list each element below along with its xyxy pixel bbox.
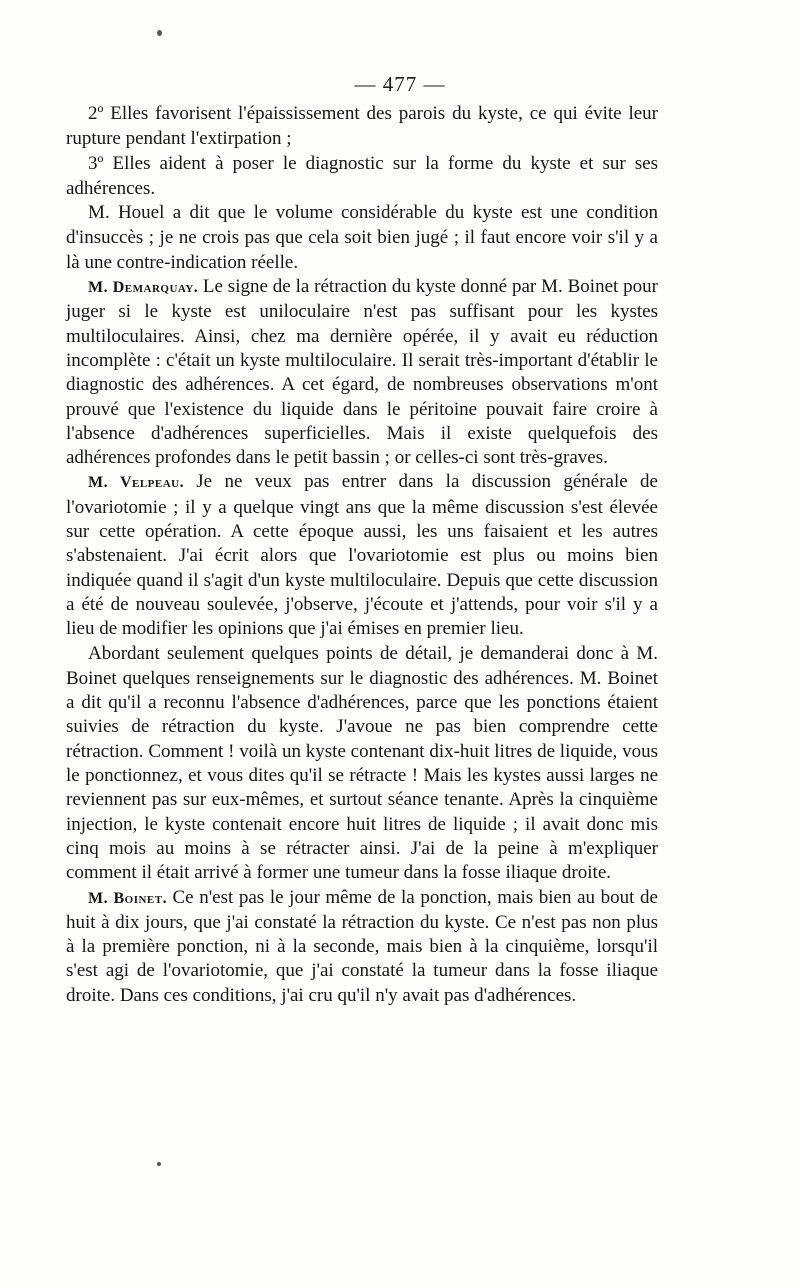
paragraph-text: 3º Elles aident à poser le diagnostic sur la forme du kyste et sur ses adhérences. xyxy=(66,152,658,199)
ink-speck xyxy=(157,30,162,36)
paragraph-text: M. Houel a dit que le volume considérable du kyste est une condition d'insuccès ; je ne crois pas que cela soit bien jugé ; il faut encore voir s'il y a là une contre-indication réelle. xyxy=(66,202,658,273)
paragraph xyxy=(66,642,658,886)
paragraph-speaker: M. Boinet. xyxy=(88,889,173,907)
paragraph-text: Abordant seulement quelques points de détail, je demanderai donc à M. Boinet quelques renseignements sur le diagnostic des adhérences. M. Boinet a dit qu'il a reconnu l'absence d'adhérences, parce que les ponctions étaient suivies de rétraction du kyste. J'avoue ne pas bien comprendre cette rétraction. Comment ! voilà un kyste contenant dix-huit litres de liquide, vous le ponctionnez, et vous dites qu'il se rétracte ! Mais les kystes aussi larges ne reviennent pas sur eux-mêmes, et surtout séance tenante. Après la cinquième injection, le kyste contenait encore huit litres de liquide ; il avait donc mis cinq mois au moins à se rétracter ainsi. J'ai de la peine à m'expliquer comment il était arrivé à former une tumeur dans la fosse iliaque droite. xyxy=(66,642,658,884)
body-text xyxy=(66,102,658,1008)
paragraph-text: Le signe de la rétraction du kyste donné par M. Boinet pour juger si le kyste est uniloculaire n'est pas suffisant pour les kystes multiloculaires. Ainsi, chez ma dernière opérée, il y avait eu réduction incomplète : c'était un kyste multiloculaire. Il serait très-important d'établir le diagnostic des adhérences. A cet égard, de nombreuses observations m'ont prouvé que l'existence du liquide dans le péritoine pouvait faire croire à l'absence d'adhérences superficielles. Mais il existe quelquefois des adhérences profondes dans le petit bassin ; or celles-ci sont très-graves. xyxy=(66,276,658,469)
paragraph-text: Je ne veux pas entrer dans la discussion générale de l'ovariotomie ; il y a quelque vingt ans que la même discussion s'est élevée sur cette opération. A cette époque aussi, les uns faisaient et les autres s'abstenaient. J'ai écrit alors que l'ovariotomie est plus ou moins bien indiquée quand il s'agit d'un kyste multiloculaire. Depuis que cette discussion a été de nouveau soulevée, j'observe, j'écoute et j'attends, pour voir s'il y a lieu de modifier les opinions que j'ai émises en premier lieu. xyxy=(66,471,658,640)
paragraph xyxy=(66,470,658,641)
paragraph xyxy=(66,201,658,275)
paragraph xyxy=(66,152,658,202)
paragraph-speaker: M. Demarquay. xyxy=(88,279,203,297)
page-number: — 477 — xyxy=(354,72,446,96)
paragraph xyxy=(66,886,658,1008)
paragraph-speaker: M. Velpeau. xyxy=(88,474,197,492)
paragraph xyxy=(66,102,658,152)
paragraph xyxy=(66,275,658,470)
paragraph-text: 2º Elles favorisent l'épaississement des parois du kyste, ce qui évite leur rupture pendant l'extirpation ; xyxy=(66,103,658,150)
ink-speck xyxy=(157,1162,161,1166)
paragraph-text: Ce n'est pas le jour même de la ponction, mais bien au bout de huit à dix jours, que j'ai constaté la rétraction du kyste. Ce n'est pas non plus à la première ponction, ni à la seconde, mais bien à la cinquième, lorsqu'il s'est agi de l'ovariotomie, que j'ai constaté la tumeur dans la fosse iliaque droite. Dans ces conditions, j'ai cru qu'il n'y avait pas d'adhérences. xyxy=(66,886,658,1006)
